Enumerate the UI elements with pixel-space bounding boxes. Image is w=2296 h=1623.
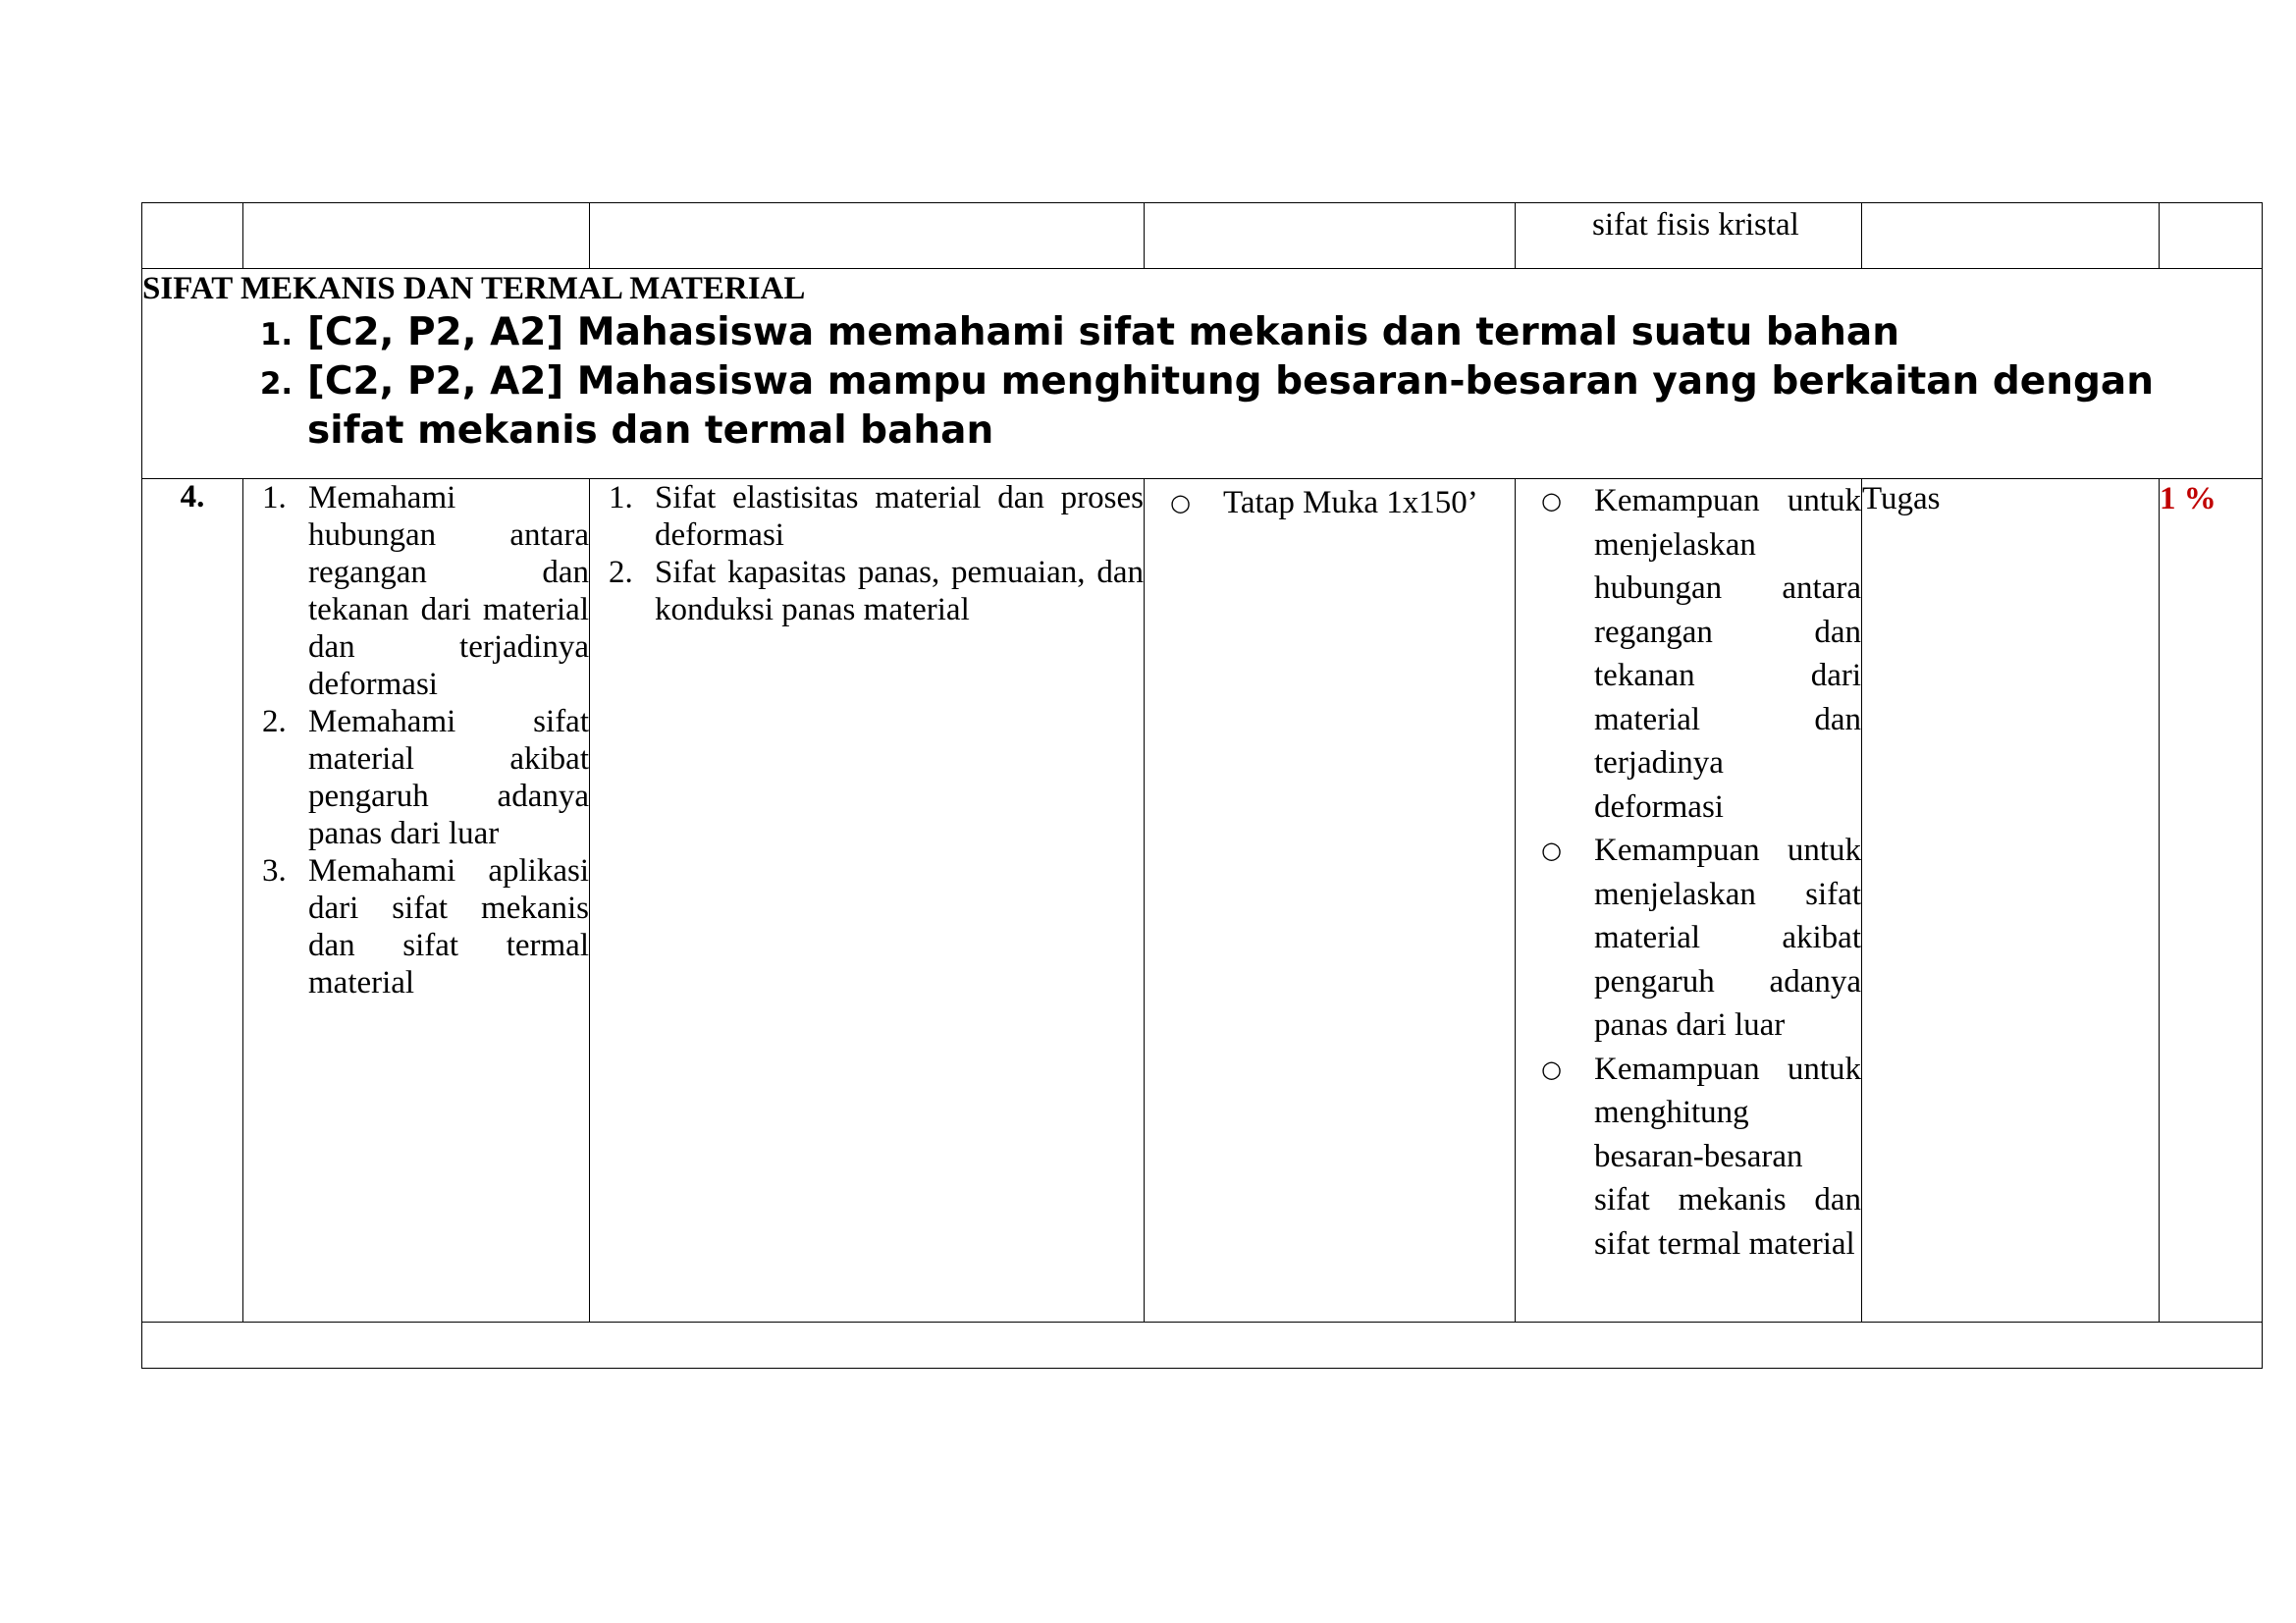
list-item: ○ Kemampuan untuk menghitung besaran-besaran sifat mekanis dan sifat termal material (1567, 1048, 1861, 1267)
list-item: 1. Memahami hubungan antara regangan dan tekanan dari material dan terjadinya deformasi (294, 479, 589, 703)
cell-empty (142, 1323, 2263, 1369)
table-row-week (142, 479, 2263, 1323)
bobot-cell: 1 % (2160, 479, 2263, 1323)
sub-cpmk-list (243, 479, 589, 1001)
cell-empty (243, 203, 590, 269)
table-row-section (142, 269, 2263, 479)
section-title: SIFAT MEKANIS DAN TERMAL MATERIAL (142, 271, 806, 306)
cpmk-list (142, 308, 2262, 456)
cell-empty (1145, 203, 1516, 269)
penilaian-cell: Tugas (1862, 479, 2160, 1323)
list-item: 1. Sifat elastisitas material dan proses deformasi (641, 479, 1144, 554)
list-item: ○ Kemampuan untuk menjelaskan sifat material akibat pengaruh adanya panas dari luar (1567, 829, 1861, 1048)
week-number: 4. (142, 479, 243, 1323)
materi-list (590, 479, 1144, 628)
list-item: 2. Sifat kapasitas panas, pemuaian, dan konduksi panas material (641, 554, 1144, 628)
section-header-cell (142, 269, 2263, 479)
list-item: 3. Memahami aplikasi dari sifat mekanis dan sifat termal material (294, 852, 589, 1001)
cell-empty (1862, 203, 2160, 269)
indikator-tail-cell: sifat fisis kristal (1516, 203, 1862, 269)
metode-cell (1145, 479, 1516, 1323)
table-row-bottom (142, 1323, 2263, 1369)
table-row-top (142, 203, 2263, 269)
rps-table (141, 202, 2263, 1369)
indikator-cell (1516, 479, 1862, 1323)
cpmk-item: 2. [C2, P2, A2] Mahasiswa mampu menghitung besaran-besaran yang berkaitan dengan sifat mekanis dan termal bahan (303, 357, 2262, 456)
indikator-list (1516, 479, 1861, 1266)
list-item: ○ Kemampuan untuk menjelaskan hubungan antara regangan dan tekanan dari material dan terjadinya deformasi (1567, 479, 1861, 829)
cell-empty (590, 203, 1145, 269)
cell-empty (142, 203, 243, 269)
cpmk-item: 1. [C2, P2, A2] Mahasiswa memahami sifat mekanis dan termal suatu bahan (303, 308, 2262, 357)
list-item: 2. Memahami sifat material akibat pengaruh adanya panas dari luar (294, 703, 589, 852)
list-item: ○ Tatap Muka 1x150’ (1196, 483, 1515, 522)
materi-cell (590, 479, 1145, 1323)
cell-empty (2160, 203, 2263, 269)
metode-list (1145, 479, 1515, 522)
sub-cpmk-cell (243, 479, 590, 1323)
